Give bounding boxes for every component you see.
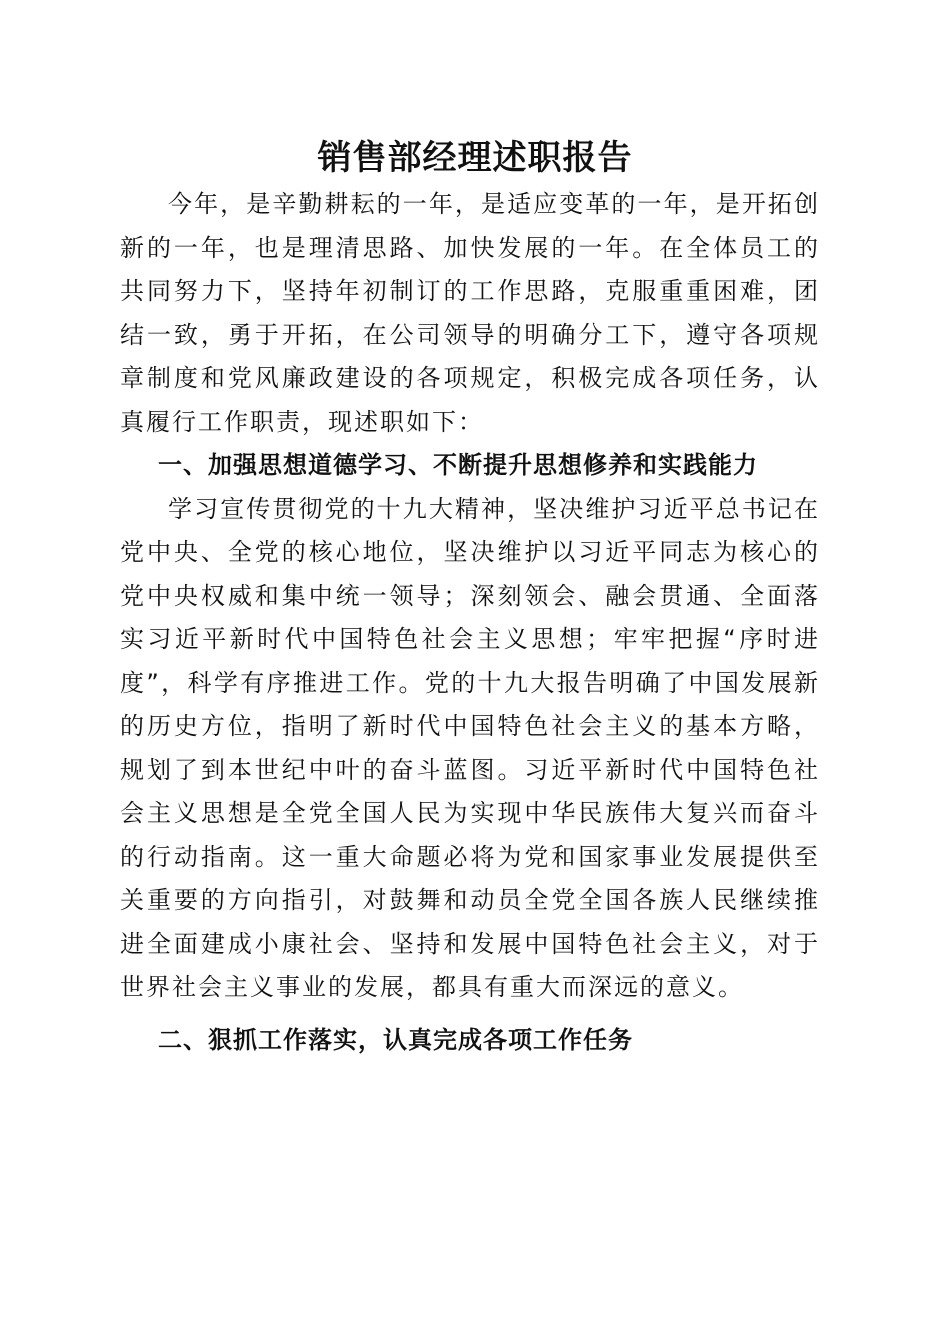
- document-title: 销售部经理述职报告: [317, 138, 633, 178]
- section-body-1: 学习宣传贯彻党的十九大精神，坚决维护习近平总书记在党中央、全党的核心地位，坚决维护以习近平同志为核心的党中央权威和集中统一领导；深刻领会、融会贯通、全面落实习近平新时代中国特色社会主义思想；牢牢把握“序时进度”，科学有序推进工作。党的十九大报告明确了中国发展新的历史方位，指明了新时代中国特色社会主义的基本方略，规划了到本世纪中叶的奋斗蓝图。习近平新时代中国特色社会主义思想是全党全国人民为实现中华民族伟大复兴而奋斗的行动指南。这一重大命题必将为党和国家事业发展提供至关重要的方向指引，对鼓舞和动员全党全国各族人民继续推进全面建成小康社会、坚持和发展中国特色社会主义，对于世界社会主义事业的发展，都具有重大而深远的意义。: [120, 494, 820, 1001]
- intro-paragraph: 今年，是辛勤耕耘的一年，是适应变革的一年，是开拓创新的一年，也是理清思路、加快发展的一年。在全体员工的共同努力下，坚持年初制订的工作思路，克服重重困难，团结一致，勇于开拓，在公司领导的明确分工下，遵守各项规章制度和党风廉政建设的各项规定，积极完成各项任务，认真履行工作职责，现述职如下：: [120, 190, 820, 436]
- document-body: [120, 183, 820, 1062]
- section-heading-2: 二、狠抓工作落实，认真完成各项工作任务: [158, 1025, 633, 1054]
- section-heading-1: 一、加强思想道德学习、不断提升思想修养和实践能力: [158, 451, 758, 479]
